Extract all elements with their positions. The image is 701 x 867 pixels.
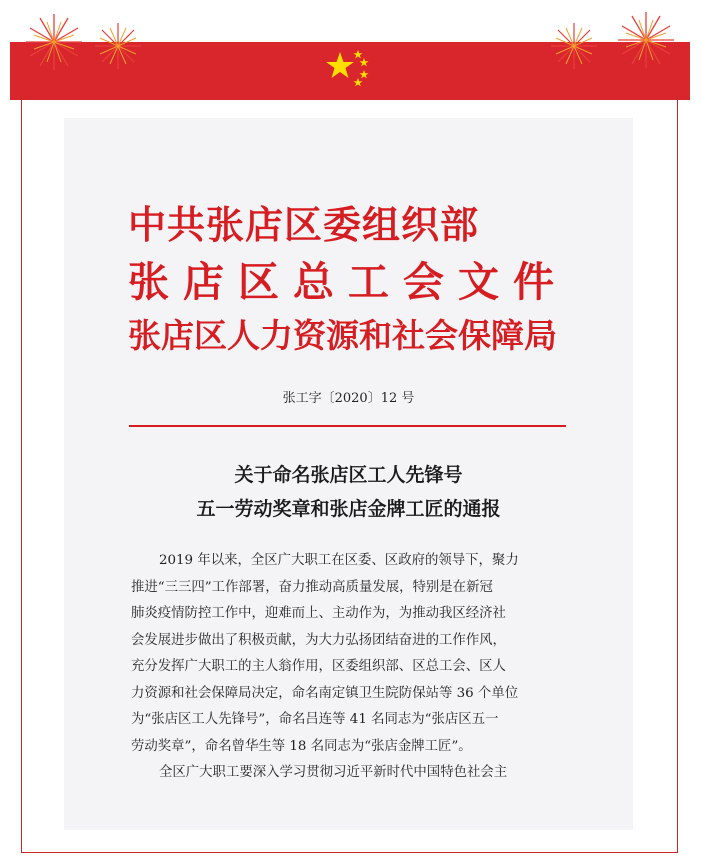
- document-number: 张工字〔2020〕12 号: [282, 391, 415, 406]
- star-flag-icon: [323, 46, 371, 90]
- body-line: 推进“三三四”工作部署，奋力推动高质量发展，特别是在新冠: [131, 579, 493, 595]
- body-line: 劳动奖章”，命名曾华生等 18 名同志为“张店金牌工匠”。: [131, 738, 472, 754]
- firework-icon: [614, 8, 678, 76]
- body-line: 充分发挥广大职工的主人翁作用，区委组织部、区总工会、区人: [131, 659, 506, 674]
- body-line: 全区广大职工要深入学习贯彻习近平新时代中国特色社会主: [159, 765, 508, 780]
- firework-icon: [22, 10, 86, 78]
- body-line: 力资源和社会保障局决定，命名南定镇卫生院防保站等 36 个单位: [131, 685, 519, 701]
- body-line: 会发展进步做出了积极贡献，为大力弘扬团结奋进的工作作风，: [131, 632, 506, 648]
- issuer-org-line: 张店区总工会文件: [128, 258, 568, 306]
- issuer-org-line: 中共张店区委组织部: [128, 202, 480, 247]
- body-line: 2019 年以来，全区广大职工在区委、区政府的领导下，聚力: [159, 553, 519, 568]
- document-title-line: 五一劳动奖章和张店金牌工匠的通报: [196, 498, 501, 520]
- body-line: 肺炎疫情防控工作中，迎难而上、主动作为，为推动我区经济社: [131, 606, 506, 621]
- document-body: [131, 548, 567, 787]
- red-divider-rule: [129, 425, 566, 427]
- body-line: 为“张店区工人先锋号”，命名吕连等 41 名同志为“张店区五一: [131, 712, 499, 727]
- document-title-line: 关于命名张店区工人先锋号: [234, 464, 463, 486]
- document-scan: [64, 118, 633, 830]
- issuer-org-line: 张店区人力资源和社会保障局: [128, 316, 557, 355]
- firework-icon: [548, 20, 600, 76]
- firework-icon: [92, 20, 144, 76]
